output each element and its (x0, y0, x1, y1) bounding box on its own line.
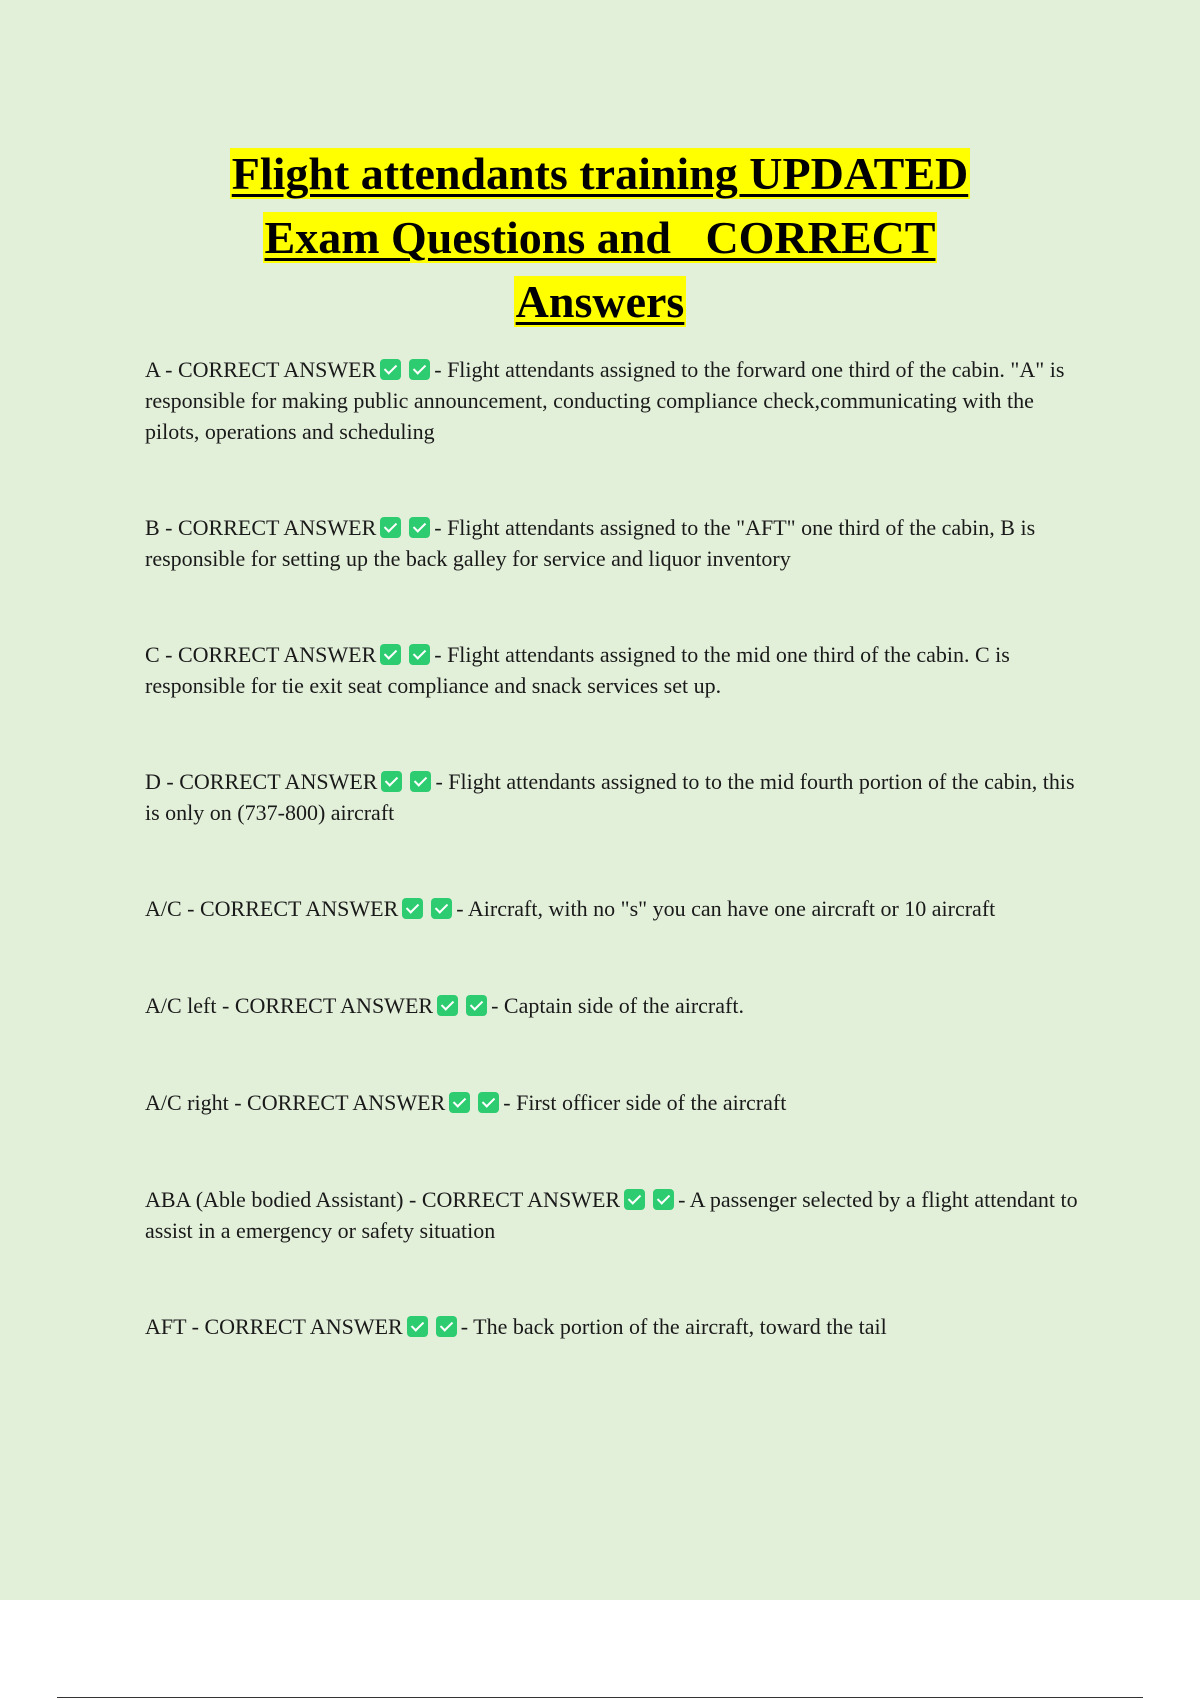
title-line (0, 206, 1200, 270)
qa-entry-ac-right (145, 1087, 1090, 1118)
qa-entry-a (145, 354, 1090, 447)
green-checkbox-icon (409, 517, 430, 538)
title-line-1: Flight attendants training UPDATED (231, 148, 969, 199)
qa-term: A/C left - CORRECT ANSWER (145, 993, 434, 1018)
qa-definition: - Flight attendants assigned to the forward one third of the cabin. "A" is responsible for making public announcement, conducting compliance check,communicating with the pilots, operations and scheduling (145, 357, 1065, 444)
qa-entry-c (145, 639, 1090, 701)
green-checkbox-icon (466, 995, 487, 1016)
qa-entry-ac (145, 893, 1090, 924)
green-checkbox-icon (449, 1092, 470, 1113)
qa-term: D - CORRECT ANSWER (145, 769, 378, 794)
green-checkbox-icon (436, 1316, 457, 1337)
qa-term: A - CORRECT ANSWER (145, 357, 377, 382)
green-checkbox-icon (380, 517, 401, 538)
green-checkbox-icon (407, 1316, 428, 1337)
qa-term: A/C right - CORRECT ANSWER (145, 1090, 446, 1115)
title-line (0, 142, 1200, 206)
green-checkbox-icon (409, 644, 430, 665)
qa-definition: - Flight attendants assigned to the "AFT" one third of the cabin, B is responsible for setting up the back galley for service and liquor inventory (145, 515, 1036, 571)
qa-term: B - CORRECT ANSWER (145, 515, 377, 540)
title-line-3: Answers (515, 276, 685, 327)
qa-term: ABA (Able bodied Assistant) - CORRECT ANSWER (145, 1187, 621, 1212)
green-checkbox-icon (431, 898, 452, 919)
green-checkbox-icon (624, 1189, 645, 1210)
qa-definition: - Aircraft, with no "s" you can have one aircraft or 10 aircraft (456, 896, 996, 921)
qa-term: C - CORRECT ANSWER (145, 642, 377, 667)
green-checkbox-icon (380, 644, 401, 665)
green-checkbox-icon (402, 898, 423, 919)
qa-entry-aft (145, 1311, 1090, 1342)
qa-entry-ac-left (145, 990, 1090, 1021)
qa-term: AFT - CORRECT ANSWER (145, 1314, 403, 1339)
qa-definition: - First officer side of the aircraft (503, 1090, 787, 1115)
green-checkbox-icon (478, 1092, 499, 1113)
green-checkbox-icon (381, 771, 402, 792)
qa-definition: - Flight attendants assigned to to the mid fourth portion of the cabin, this is only on (737-800) aircraft (145, 769, 1075, 825)
green-checkbox-icon (380, 359, 401, 380)
qa-term: A/C - CORRECT ANSWER (145, 896, 399, 921)
footer-divider (57, 1697, 1143, 1698)
qa-definition: - The back portion of the aircraft, toward the tail (460, 1314, 887, 1339)
qa-definition: - Captain side of the aircraft. (491, 993, 744, 1018)
qa-definition: - A passenger selected by a flight attendant to assist in a emergency or safety situation (145, 1187, 1078, 1243)
qa-entry-b (145, 512, 1090, 574)
title-line (0, 270, 1200, 334)
document-title (0, 142, 1200, 334)
qa-entry-d (145, 766, 1090, 828)
green-checkbox-icon (437, 995, 458, 1016)
qa-entry-aba (145, 1184, 1090, 1246)
title-line-2: Exam Questions and CORRECT (264, 212, 936, 263)
green-checkbox-icon (409, 359, 430, 380)
qa-definition: - Flight attendants assigned to the mid one third of the cabin. C is responsible for tie exit seat compliance and snack services set up. (145, 642, 1010, 698)
green-checkbox-icon (410, 771, 431, 792)
green-checkbox-icon (653, 1189, 674, 1210)
